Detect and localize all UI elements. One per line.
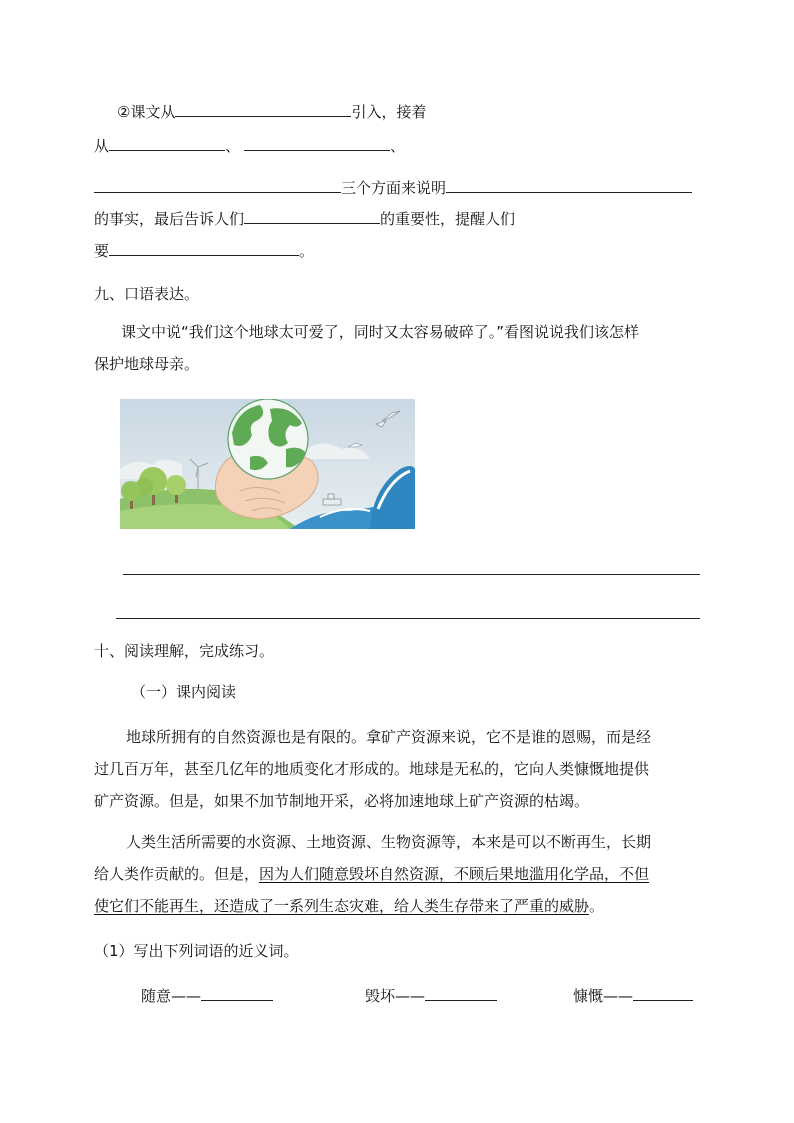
q2-line-1: [117, 102, 426, 122]
q2-line-2: [94, 136, 405, 156]
answer-blank[interactable]: [425, 986, 497, 1001]
q2-text: 引入，接着: [351, 103, 427, 121]
q2-text: 要: [94, 242, 110, 260]
section-9-paragraph-line: 课文中说“我们这个地球太可爱了，同时又太容易破碎了。”看图说说我们该怎样: [121, 323, 640, 341]
reading-paragraph-line: 矿产资源。但是，如果不加节制地开采，必将加速地球上矿产资源的枯竭。: [94, 792, 590, 810]
q2-text: 。: [299, 242, 315, 260]
answer-line[interactable]: [116, 618, 700, 619]
question-1: （1）写出下列词语的近义词。: [94, 942, 299, 960]
reading-paragraph-line: 过几百万年，甚至几亿年的地质变化才形成的。地球是无私的，它向人类慷慨地提供: [94, 760, 650, 778]
hands-holding-earth-illustration: [120, 399, 415, 529]
synonym-item: [365, 986, 497, 1006]
q2-line-4: [94, 209, 515, 229]
reading-paragraph-line: [94, 864, 649, 884]
q2-text: 、: [225, 137, 241, 155]
reading-paragraph-line: 人类生活所需要的水资源、土地资源、生物资源等，本来是可以不断再生，长期: [126, 833, 652, 851]
q2-text: 、: [390, 137, 406, 155]
answer-blank[interactable]: [244, 209, 380, 224]
reading-paragraph-line: 地球所拥有的自然资源也是有限的。拿矿产资源来说，它不是谁的恩赐，而是经: [126, 728, 652, 746]
reading-paragraph-line: [94, 896, 604, 916]
q2-prefix: ②课文从: [117, 103, 176, 121]
synonym-item: [573, 986, 693, 1006]
answer-blank[interactable]: [109, 136, 225, 151]
q2-text: 的重要性，提醒人们: [380, 210, 516, 228]
synonym-item: [141, 986, 273, 1006]
underlined-sentence: 使它们不能再生，还造成了一系列生态灾难，给人类生存带来了严重的威胁: [94, 897, 590, 915]
answer-blank[interactable]: [244, 136, 390, 151]
q2-text: 从: [94, 137, 110, 155]
answer-blank[interactable]: [109, 241, 299, 256]
answer-blank[interactable]: [633, 986, 693, 1001]
section-10-subheading: （一）课内阅读: [131, 683, 237, 701]
section-10-heading: 十、阅读理解，完成练习。: [94, 642, 275, 660]
answer-blank[interactable]: [446, 178, 692, 193]
q2-text: 的事实，最后告诉人们: [94, 210, 245, 228]
answer-blank[interactable]: [175, 102, 351, 117]
answer-line[interactable]: [123, 574, 700, 575]
underlined-sentence: 因为人们随意毁坏自然资源，不顾后果地滥用化学品，不但: [259, 865, 650, 883]
section-9-heading: 九、口语表达。: [94, 285, 200, 303]
q2-line-3: [94, 178, 692, 198]
q2-text: 三个方面来说明: [341, 179, 447, 197]
synonym-word: 毁坏——: [365, 987, 426, 1005]
synonym-word: 慷慨——: [573, 987, 634, 1005]
q2-line-5: [94, 241, 314, 261]
answer-blank[interactable]: [94, 178, 341, 193]
answer-blank[interactable]: [201, 986, 273, 1001]
plain-text: 给人类作贡献的。但是，: [94, 865, 260, 883]
section-9-paragraph-line: 保护地球母亲。: [94, 355, 200, 373]
plain-text: 。: [589, 897, 605, 915]
synonym-word: 随意——: [141, 987, 202, 1005]
